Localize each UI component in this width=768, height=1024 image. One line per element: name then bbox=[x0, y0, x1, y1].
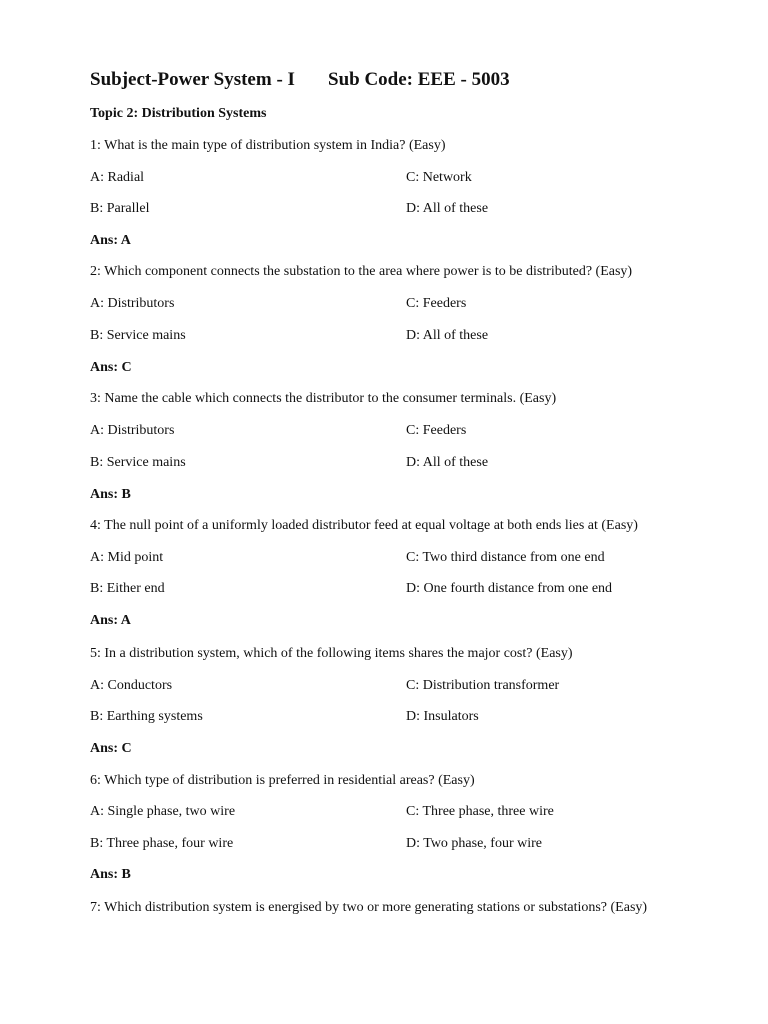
question-4-option-c: C: Two third distance from one end bbox=[406, 550, 605, 565]
question-1-option-b: B: Parallel bbox=[90, 201, 150, 216]
topic-heading: Topic 2: Distribution Systems bbox=[90, 106, 267, 121]
question-4-option-d: D: One fourth distance from one end bbox=[406, 581, 613, 596]
question-5-option-a: A: Conductors bbox=[90, 678, 173, 693]
question-1-option-c: C: Network bbox=[406, 170, 472, 185]
question-3-option-a: A: Distributors bbox=[90, 423, 175, 438]
question-2-answer: Ans: C bbox=[90, 360, 132, 375]
question-6-text: 6: Which type of distribution is preferred in residential areas? (Easy) bbox=[90, 773, 475, 788]
question-3-option-b: B: Service mains bbox=[90, 455, 186, 470]
question-1-text: 1: What is the main type of distribution system in India? (Easy) bbox=[90, 138, 446, 153]
question-5-option-c: C: Distribution transformer bbox=[406, 678, 560, 693]
subject-title: Subject-Power System - I bbox=[90, 69, 295, 90]
question-4-option-b: B: Either end bbox=[90, 581, 165, 596]
question-6-option-b: B: Three phase, four wire bbox=[90, 836, 234, 851]
question-3-option-c: C: Feeders bbox=[406, 423, 467, 438]
question-1-option-a: A: Radial bbox=[90, 170, 145, 185]
question-5-text: 5: In a distribution system, which of the following items shares the major cost? (Easy) bbox=[90, 646, 573, 661]
question-1-answer: Ans: A bbox=[90, 233, 131, 248]
question-5-option-b: B: Earthing systems bbox=[90, 709, 203, 724]
question-5-option-d: D: Insulators bbox=[406, 709, 479, 724]
question-2-option-b: B: Service mains bbox=[90, 328, 186, 343]
question-6-answer: Ans: B bbox=[90, 867, 131, 882]
question-6-option-d: D: Two phase, four wire bbox=[406, 836, 543, 851]
question-2-text: 2: Which component connects the substation to the area where power is to be distributed? (Easy) bbox=[90, 264, 633, 279]
question-7-text: 7: Which distribution system is energised by two or more generating stations or substations? (Easy) bbox=[90, 900, 648, 915]
question-5-answer: Ans: C bbox=[90, 741, 132, 756]
question-4-option-a: A: Mid point bbox=[90, 550, 164, 565]
subject-code: Sub Code: EEE - 5003 bbox=[328, 69, 510, 90]
question-3-text: 3: Name the cable which connects the distributor to the consumer terminals. (Easy) bbox=[90, 391, 557, 406]
question-2-option-d: D: All of these bbox=[406, 328, 489, 343]
question-3-answer: Ans: B bbox=[90, 487, 131, 502]
question-6-option-c: C: Three phase, three wire bbox=[406, 804, 554, 819]
question-2-option-a: A: Distributors bbox=[90, 296, 175, 311]
question-1-option-d: D: All of these bbox=[406, 201, 489, 216]
question-4-answer: Ans: A bbox=[90, 613, 131, 628]
question-4-text: 4: The null point of a uniformly loaded distributor feed at equal voltage at both ends lies at (Easy) bbox=[90, 518, 638, 533]
question-6-option-a: A: Single phase, two wire bbox=[90, 804, 236, 819]
question-2-option-c: C: Feeders bbox=[406, 296, 467, 311]
question-3-option-d: D: All of these bbox=[406, 455, 489, 470]
